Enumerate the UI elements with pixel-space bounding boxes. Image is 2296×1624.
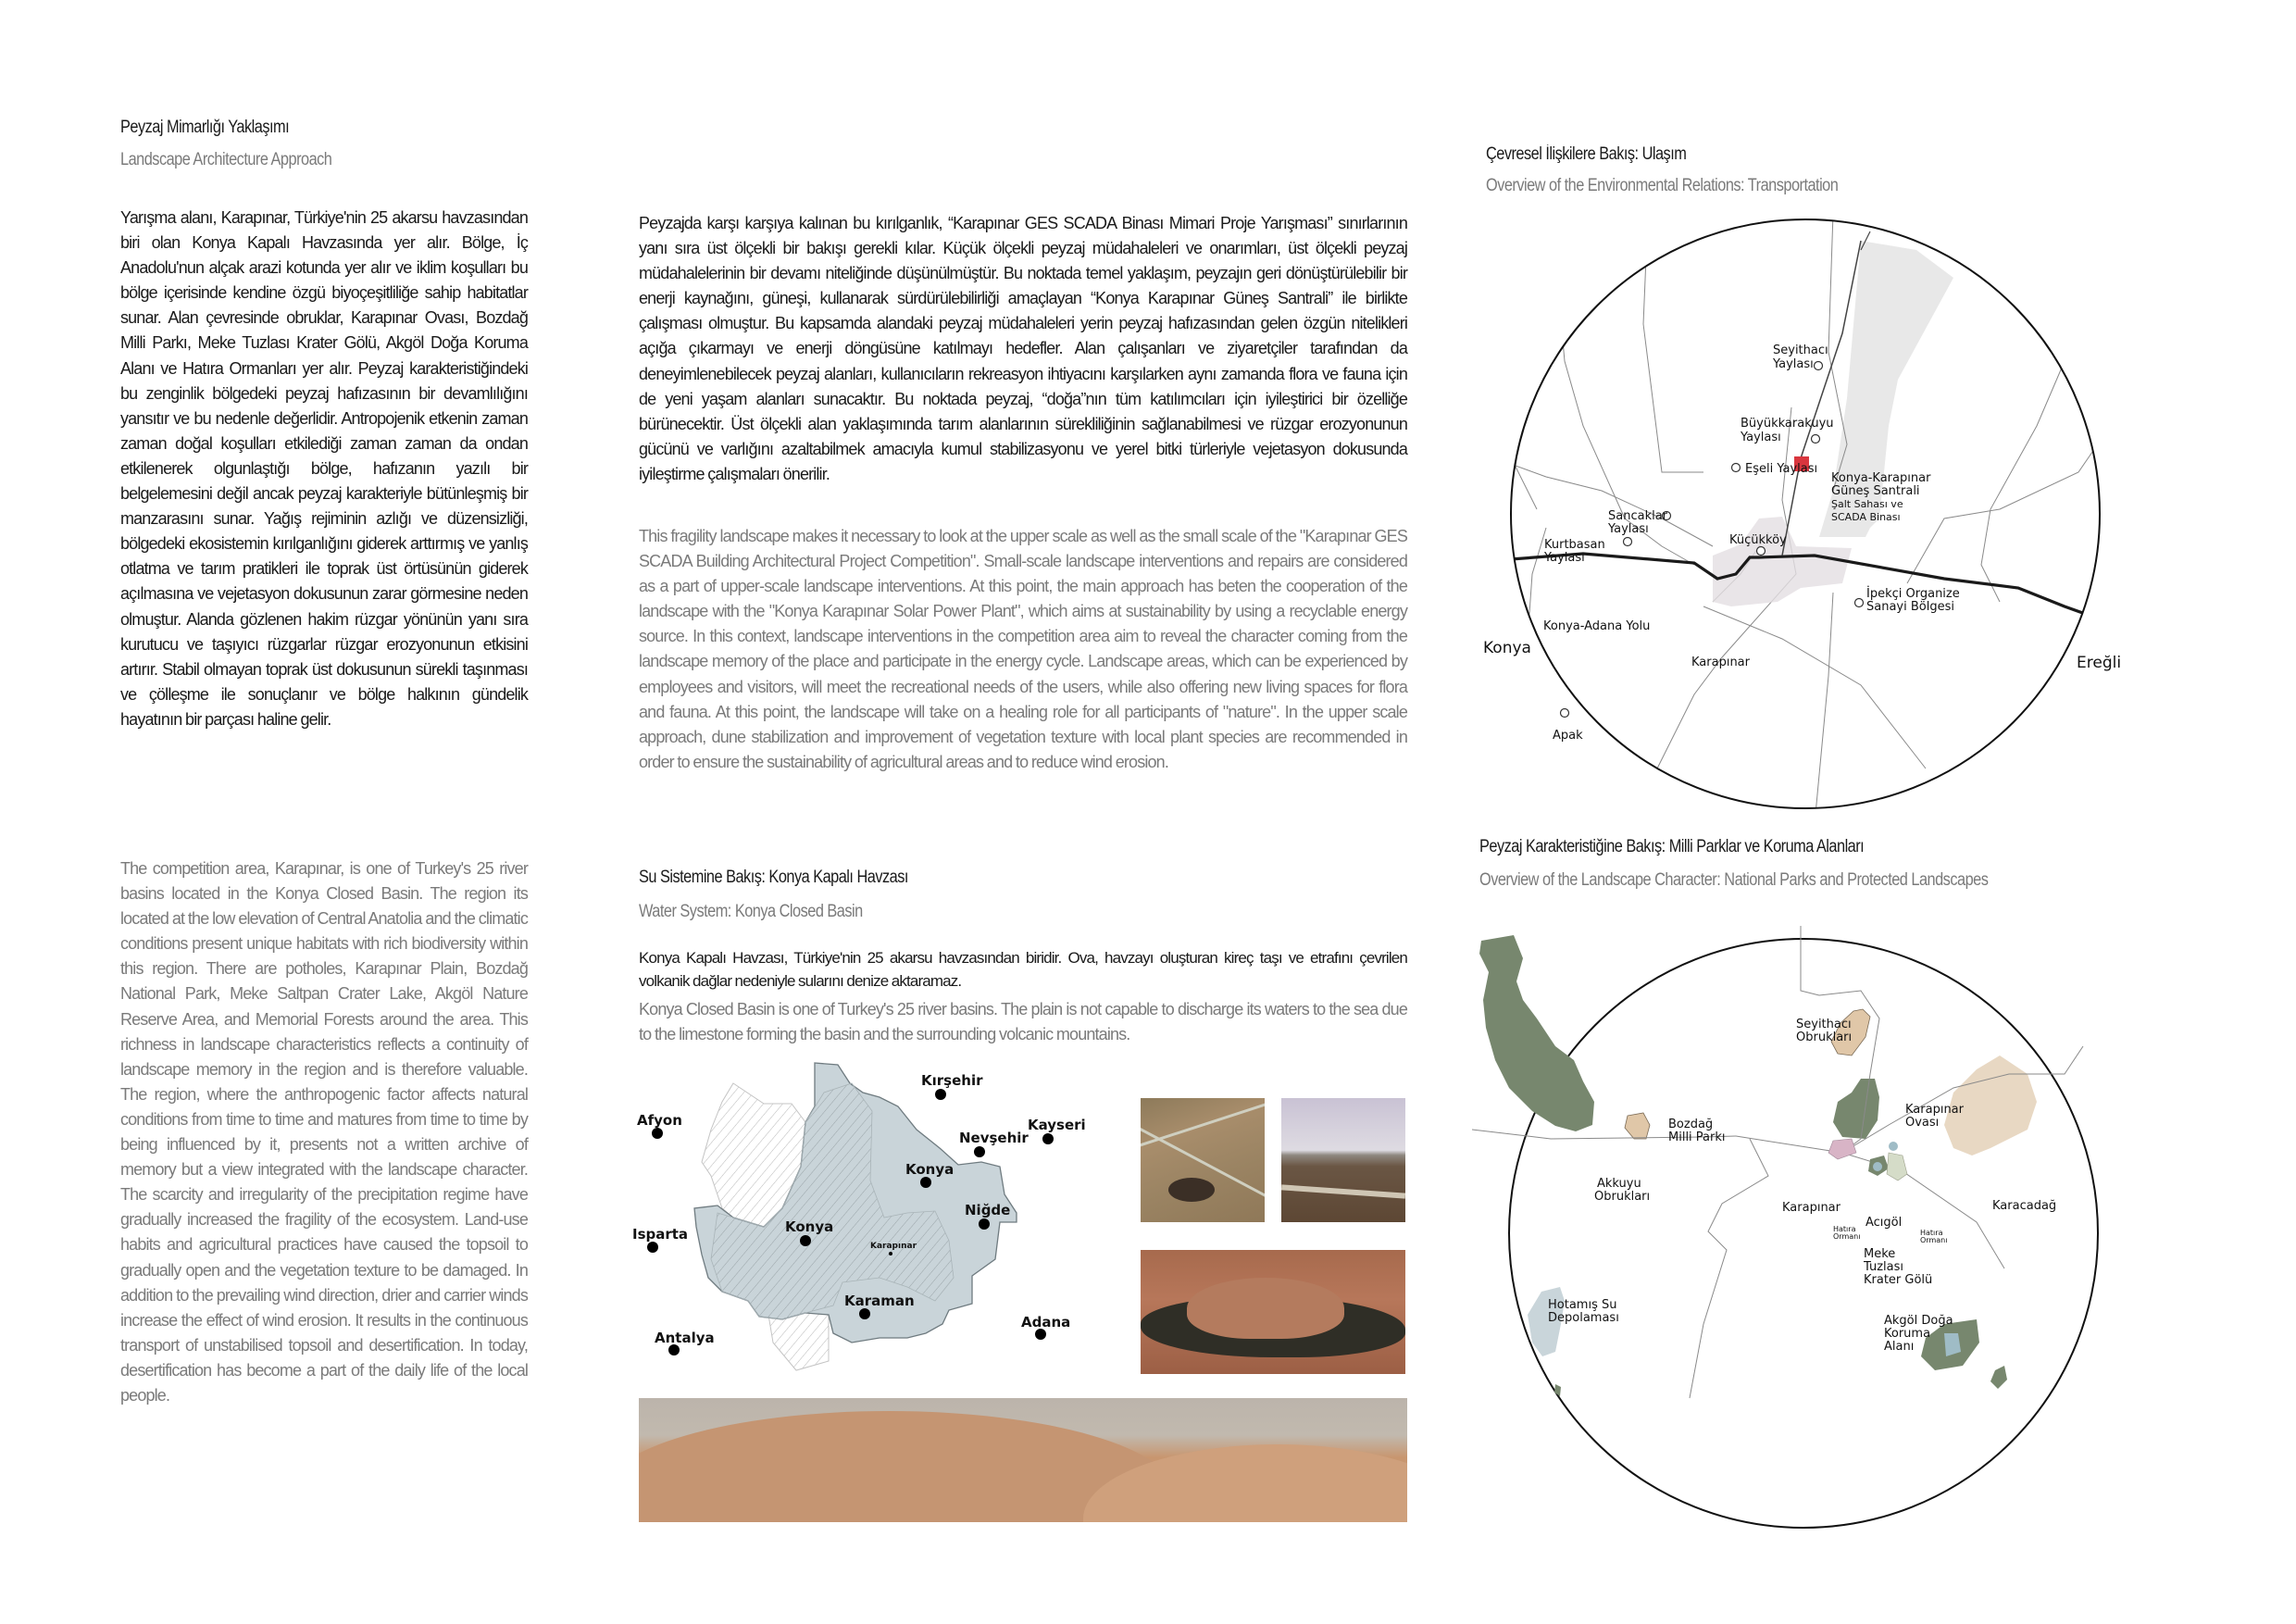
label-akgol: Akgöl Doğa Koruma Alanı [1884, 1314, 1953, 1354]
label-karapinar-ovasi: Karapınar Ovası [1905, 1103, 1964, 1130]
label-karapinar: Karapınar [1691, 656, 1750, 669]
city-dot-nevsehir [974, 1146, 985, 1157]
city-label-adana: Adana [1021, 1314, 1071, 1330]
photo-steppe-landscape [1281, 1098, 1405, 1222]
city-label-nevsehir: Nevşehir [959, 1130, 1029, 1146]
city-label-isparta: Isparta [632, 1226, 689, 1243]
city-dot-kirsehir [935, 1089, 946, 1100]
label-apak: Apak [1553, 729, 1583, 743]
label-kucukkoy: Küçükköy [1729, 533, 1787, 547]
bozdag-national-park [1479, 935, 1594, 1131]
label-memorial-forest-2: Hatıra Ormanı [1920, 1229, 1948, 1244]
city-label-kayseri: Kayseri [1028, 1117, 1086, 1133]
city-label-afyon: Afyon [637, 1112, 682, 1129]
city-dot-isparta [647, 1242, 658, 1253]
city-dot-konya [800, 1235, 811, 1246]
label-kurtbasan: Kurtbasan Yaylası [1544, 538, 1605, 565]
city-dot-kayseri [1042, 1133, 1054, 1144]
city-dot-karaman [859, 1308, 870, 1319]
label-eseli-yaylasi: Eşeli Yaylası [1745, 462, 1818, 476]
section-subtitle-transportation: Overview of the Environmental Relations: Transportation [1486, 176, 1839, 195]
label-buyukkarakuyu: Büyükkarakuyu Yaylası [1741, 417, 1834, 444]
water-body-english: Konya Closed Basin is one of Turkey's 25 river basins. The plain is not capable to discharge its waters to the sea due to the limestone forming the basin and the surrounding volcanic mountains. [639, 1000, 1407, 1044]
city-label-nigde: Niğde [965, 1202, 1011, 1218]
label-sancaklar: Sancaklar Yaylası [1608, 509, 1668, 536]
label-konya: Konya [1483, 639, 1531, 657]
left-body-english: The competition area, Karapınar, is one of Turkey's 25 river basins located in the Konya Closed Basin. The region its located at the low elevation of Central Anatolia and the climatic conditions present unique habitats with rich biodiversity within this region. There are potholes, Karapınar Plain, Bozdağ National Park, Meke Saltpan Crater Lake, Akgöl Nature Reserve Area, and Memorial Forests around the area. This richness in landscape characteristics reflects a continuity of landscape memory in the region and is therefore valuable. The region, where the anthropogenic factor affects natural conditions from time to time and matures from time to time by being influenced by it, presents not a written archive of memory but a view integrated with the landscape character. The scarcity and irregularity of the precipitation regime have gradually increased the fragility of the ecosystem. Land-use habits and agricultural practices have caused the topsoil to gradually open and the vegetation texture to be damaged. In addition to the prevailing wind direction, drier and carrier winds increase the effect of wind erosion. It results in the continuous transport of unstabilised topsoil and desertification. In today, desertification has become a part of the daily life of the local people. [120, 859, 528, 1405]
city-dot-konya-east [920, 1177, 931, 1188]
section-subtitle-water-system: Water System: Konya Closed Basin [639, 902, 863, 921]
label-bozdag-park: Bozdağ Milli Parkı [1668, 1118, 1726, 1144]
city-label-konya-east: Konya [905, 1161, 955, 1178]
meke-crater-lake [1873, 1162, 1882, 1171]
label-konya-adana-road: Konya-Adana Yolu [1543, 619, 1651, 633]
section-title-transportation: Çevresel İlişkilere Bakış: Ulaşım [1486, 144, 1687, 164]
map-boundary-circle [1511, 219, 2100, 808]
city-label-kirsehir: Kırşehir [921, 1072, 983, 1089]
label-meke-crater-lake: Meke Tuzlası Krater Gölü [1864, 1247, 1933, 1287]
left-body-turkish: Yarışma alanı, Karapınar, Türkiye'nin 25 akarsu havzasından biri olan Konya Kapalı Havzasında yer alır. Bölge, İç Anadolu'nun alçak arazi kotunda yer alır ve iklim koşulları bu bölge içerisinde kendine özgü biyoçeşitliliğe sahip habitatlar sunar. Alan çevresinde obruklar, Karapınar Ovası, Bozdağ Milli Parkı, Meke Tuzlası Krater Gölü, Akgöl Doğa Koruma Alanı ve Hatıra Ormanları yer alır. Peyzaj karakteristiğindeki bu zenginlik bölgedeki peyzaj hafızasının bir devamlılığını yansıtır ve bu nedenle değerlidir. Antropojenik etkenin zaman zaman doğal koşulları etkilediği zaman zaman da ondan etkilenerek olgunlaştığı bölge, hafızanın yazılı bir belgelemesini değil ancak peyzaj karakteriyle bütünleşmiş bir manzarasını sunar. Yağış rejiminin azlığı ve düzensizliği, bölgedeki ekosistemin kırılganlığını giderek arttırmış ve yanlış otlatma ve tarım pratikleri ile toprak üst örtüsünün giderek açılmasına ve vejetasyon dokusunun zarar görmesine neden olmuştur. Alanda gözlenen hakim rüzgar yönünün yanı sıra kurutucu ve taşıyıcı rüzgarlar rüzgar erozyonunun etkisini artırır. Stabil olmayan toprak üst dokusunun sürekli taşınması ve çölleşme ile sonuçlanır ve bölge halkının gündelik hayatının bir parçası haline gelir. [120, 208, 528, 729]
label-seyithaci-obruklari: Seyithacı Obrukları [1796, 1018, 1853, 1044]
label-eregli: Ereğli [2077, 654, 2122, 672]
section-title-landscape-character: Peyzaj Karakteristiğine Bakış: Milli Parklar ve Koruma Alanları [1479, 837, 1865, 856]
label-acigol: Acıgöl [1866, 1216, 1903, 1230]
city-label-karaman: Karaman [844, 1293, 915, 1309]
label-seyithaci-yaylasi: Seyithacı Yaylası [1773, 344, 1828, 371]
konya-basin-map [630, 1056, 1148, 1398]
photo-sand-dunes [639, 1398, 1407, 1522]
section-subtitle-landscape-character: Overview of the Landscape Character: National Parks and Protected Landscapes [1479, 870, 1989, 890]
label-memorial-forest-1: Hatıra Ormanı [1833, 1225, 1861, 1241]
label-akkuyu-obruklari: Akkuyu Obrukları [1594, 1177, 1651, 1204]
section-title-landscape-approach: Peyzaj Mimarlığı Yaklaşımı [120, 118, 290, 137]
city-label-konya: Konya [785, 1218, 834, 1235]
section-title-water-system: Su Sistemine Bakış: Konya Kapalı Havzası [639, 868, 908, 887]
city-label-antalya: Antalya [655, 1330, 715, 1346]
label-ipekci-osb: İpekçi Organize Sanayi Bölgesi [1866, 587, 1960, 614]
city-dot-karapinar [889, 1252, 892, 1255]
city-label-karapinar: Karapınar [870, 1242, 917, 1251]
transportation-map [1463, 213, 2129, 824]
water-body-turkish: Konya Kapalı Havzası, Türkiye'nin 25 akarsu havzasından biridir. Ova, havzayı oluşturan kireç taşı ve etrafını çevrilen volkanik dağlar nedeniyle sularını denize aktaramaz. [639, 949, 1407, 990]
label-hotamis: Hotamış Su Depolaması [1548, 1298, 1619, 1325]
label-karapinar: Karapınar [1782, 1201, 1841, 1215]
small-green-patch [1990, 1366, 2007, 1389]
middle-body-turkish: Peyzajda karşı karşıya kalınan bu kırılganlık, “Karapınar GES SCADA Binası Mimari Proje Yarışması” sınırlarının yanı sıra üst ölçekli bir bakışı gerekli kılar. Küçük ölçekli peyzaj müdahaleleri ve onarımları, üst ölçekli peyzaj müdahalelerinin bir devamı niteliğinde düşünülmüştür. Bu noktada temel yaklaşım, peyzajın geri dönüştürülebilir bir enerji kaynağını, güneşi, kullanarak sürdürülebilirliği amaçlayan “Konya Karapınar Güneş Santrali” ile birlikte çalışması olmuştur. Bu kapsamda alandaki peyzaj müdahaleleri yerin peyzaj hafızasından gelen özgün nitelikleri açığa çıkarmayı ve enerji döngüsüne katılmayı hedefler. Alan çalışanları ve ziyaretçiler tarafından da deneyimlenebilecek peyzaj alanları, kullanıcıların rekreasyon ihtiyacını karşılarken aynı zamanda flora ve fauna için de yeni yaşam alanları sunacaktır. Bu noktada peyzaj, “doğa”nın tüm katılımcıları için iyileştirici bir özelliğe bürünecektir. Üst ölçekli alan yaklaşımında tarım alanlarının sürekliliğinin sağlanabilmesi ve rüzgar erozyonunun gücünü ve varlığını azaltabilmek amacıyla kumul stabilizasyonu ve yerel bitki türleriyle vejetasyon dokusunda iyileştirme çalışmaları önerilir. [639, 214, 1407, 483]
acigol-lake [1889, 1142, 1898, 1151]
small-green-patch-west [1554, 1384, 1561, 1396]
photo-meke-crater-lake [1141, 1250, 1405, 1374]
karapinar-ovasi [1833, 1079, 1879, 1139]
section-subtitle-landscape-approach: Landscape Architecture Approach [120, 150, 332, 169]
photo-sinkhole-aerial [1141, 1098, 1265, 1222]
landscape-character-map [1472, 917, 2139, 1546]
middle-body-english: This fragility landscape makes it necessary to look at the upper scale as well as the small scale of the "Karapınar GES SCADA Building Architectural Project Competition". Small-scale landscape interventions and repairs are considered as a part of upper-scale landscape interventions. At this point, the main approach has beten the cooperation of the landscape with the "Konya Karapınar Solar Power Plant", which aims at sustainability by using a recyclable energy source. In this context, landscape interventions in the competition area aim to reveal the character coming from the landscape memory of the place and participate in the energy cycle. Landscape areas, which can be experienced by employees and visitors, will meet the recreational needs of the users, while also offering new living spaces for flora and fauna. At this point, the landscape will take on a healing role for all participants of "nature". In the upper scale approach, dune stabilization and improvement of vegetation texture with local plant species are recommended in order to ensure the sustainability of agricultural areas and to reduce wind erosion. [639, 527, 1407, 771]
akkuyu-sinkholes [1625, 1113, 1650, 1139]
label-solar-plant: Konya-Karapınar Güneş Santrali Şalt Sahası ve SCADA Binası [1831, 471, 1931, 523]
city-dot-afyon [652, 1128, 663, 1139]
memorial-forest-2 [1887, 1153, 1907, 1181]
label-karacadag: Karacadağ [1992, 1199, 2057, 1213]
city-dot-nigde [979, 1218, 990, 1230]
